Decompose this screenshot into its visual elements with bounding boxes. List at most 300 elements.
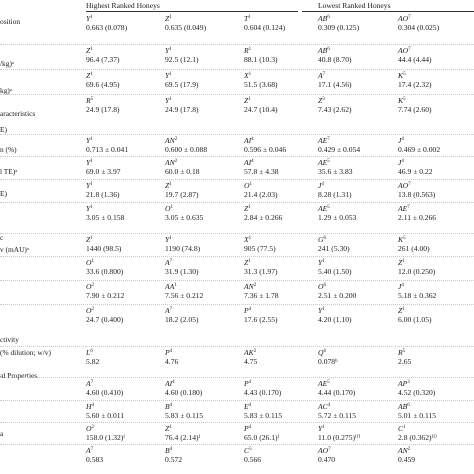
rank-superscript: 4 [248,307,252,312]
rank-superscript: 7 [169,307,173,312]
rank-letter-text: AN [165,158,175,167]
table-cell [244,306,278,324]
rank-letter-text: AE [318,204,328,213]
rank-letter-text: AA [165,282,175,291]
rank-letter-text: Z [318,96,323,105]
lowest-header-rule [302,11,474,12]
rank-superscript: 1 [169,72,172,77]
rank-superscript: 1 [170,205,173,210]
cell-value: 0.713 ± 0.041 [86,144,129,154]
highest-ranked-header: Highest Ranked Honeys [86,1,160,10]
rank-superscript: 5 [327,205,330,210]
cell-value: 44.4 (4.44) [398,54,432,64]
rank-letter-text: X [244,71,249,80]
table-cell [244,181,278,199]
rank-superscript: 4 [248,403,252,408]
rank-letter-text: K [398,96,404,105]
cell-value: 0.309 (0.125) [318,22,360,32]
rank-letter-text: Q [318,348,324,357]
row-divider [0,156,474,157]
cell-value: 4.43 (0.170) [244,387,282,397]
cell-value: 0.429 ± 0.054 [318,144,361,154]
table-cell [86,348,99,366]
cell-value: 0.470 [318,454,336,464]
rank-superscript: 6 [327,47,330,52]
rank-letter-text: AI [165,379,173,388]
cell-value: 0.566 [244,454,262,464]
cell-value: 2.51 ± 0.200 [318,290,357,300]
table-cell [398,258,435,276]
cell-value: 7.56 ± 0.212 [165,290,204,300]
cell-value: 7.74 (2.60) [398,104,432,114]
cell-value: 12.0 (0.250) [398,266,436,276]
row-divider [0,304,474,305]
rank-letter-text: C [398,424,404,433]
rank-superscript: 1 [169,15,172,20]
cell-value: 0.635 (0.049) [165,22,207,32]
table-cell [318,424,360,442]
cell-value: 5.83 ± 0.115 [165,410,204,420]
rank-superscript: 7 [90,447,94,452]
rank-letter-text: A [165,306,170,315]
table-cell [165,136,207,154]
row-divider [0,233,474,234]
rank-superscript: 4 [401,159,404,164]
cell-value: 17.6 (2.55) [244,314,278,324]
row-label: /kg)ᵃ [0,59,14,68]
table-cell [86,96,120,114]
rank-superscript: 4 [248,380,252,385]
row-divider [0,179,474,180]
row-label: n (%) [0,145,17,154]
rank-superscript: 1 [169,97,172,102]
cell-value: 6.00 (1.05) [398,314,432,324]
table-cell [244,282,279,300]
row-label: kg)ᵃ [0,86,12,95]
row-label: (% dilution; w/v) [0,348,51,357]
rank-letter-text: E [244,402,249,411]
cell-value: 2.8 (0.362)⁽ᶠ⁾ [398,432,437,442]
cell-value: 21.4 (2.03) [244,189,278,199]
rank-letter-text: J [318,181,322,190]
cell-value: 7.43 (2.62) [318,104,352,114]
table-cell [86,446,103,464]
rank-superscript: 1 [322,259,325,264]
cell-value: 92.5 (12.1) [165,54,199,64]
rank-letter-text: O [244,181,250,190]
rank-superscript: 6 [327,15,330,20]
cell-value: 4.44 (0.170) [318,387,356,397]
rank-letter-text: Y [318,306,323,315]
cell-value: 69.5 (17.9) [165,79,199,89]
rank-superscript: 5 [249,447,252,452]
cell-value: 5.01 ± 0.115 [398,410,437,420]
table-cell [165,14,206,32]
cell-value: 51.5 (3.68) [244,79,278,89]
cell-value: 21.8 (1.36) [86,189,120,199]
rank-superscript: 1 [90,236,93,241]
table-cell [86,379,123,397]
cell-value: 69.0 ± 3.97 [86,166,121,176]
rank-superscript: 7 [407,205,410,210]
cell-value: 24.9 (17.8) [165,104,199,114]
row-divider [0,256,474,257]
table-cell [318,446,335,464]
table-cell [398,204,436,222]
rank-superscript: 1 [248,72,252,77]
table-cell [165,258,199,276]
rank-letter-text: AN [398,446,408,455]
rank-superscript: 4 [401,137,404,142]
rank-superscript: 1 [322,307,325,312]
cell-value: 158.0 (1.32)ᶠ [86,432,125,442]
rank-letter-text: AB [318,46,328,55]
rank-letter-text: O [86,258,92,267]
table-cell [398,424,437,442]
table-cell [86,282,124,300]
cell-value: 2.65 [398,356,412,366]
rank-letter-text: Z [86,46,91,55]
rank-letter-text: Y [86,14,91,23]
rank-letter-text: Y [165,71,170,80]
table-cell [318,258,352,276]
rank-superscript: 1 [90,72,93,77]
table-cell [318,14,359,32]
row-label: aracteristics [0,109,36,118]
table-cell [398,181,435,199]
table-cell [318,71,352,89]
rank-superscript: 6 [323,236,326,241]
rank-letter-text: Z [244,204,249,213]
rank-superscript: 7 [408,15,411,20]
rank-superscript: 4 [91,403,94,408]
rank-letter-text: G [318,235,324,244]
rank-letter-text: AE [318,379,328,388]
rank-superscript: 3 [322,97,325,102]
rank-letter-text: AN [165,136,175,145]
rank-letter-text: O [86,306,92,315]
table-cell [165,96,199,114]
rank-letter-text: A [165,258,170,267]
table-cell [86,306,123,324]
table-cell [398,71,432,89]
table-cell [165,348,178,366]
rank-letter-text: AP [398,379,408,388]
cell-value: 4.75 [244,356,258,366]
table-cell [244,14,285,32]
rank-letter-text: Z [165,424,170,433]
cell-value: 4.20 (1.10) [318,314,352,324]
rank-letter-text: R [86,96,91,105]
cell-value: 1440 (98.5) [86,243,122,253]
rank-superscript: 5 [402,349,406,354]
table-cell [318,348,337,366]
row-label: a [0,429,4,438]
rank-letter-text: R [244,46,249,55]
table-cell [398,402,436,420]
cell-value: 31.9 (1.30) [165,266,199,276]
rank-letter-text: P [244,379,249,388]
rank-superscript: 1 [402,259,405,264]
cell-value: 4.52 (0.320) [398,387,436,397]
table-cell [244,96,278,114]
table-cell [398,136,440,154]
rank-letter-text: O [318,282,324,291]
table-cell [86,136,128,154]
table-cell [86,158,121,176]
table-cell [165,158,200,176]
cell-value: 5.72 ± 0.115 [318,410,357,420]
table-cell [165,424,200,442]
cell-value: 11.0 (0.275)⁽ᶠ⁾ [318,432,361,442]
rank-letter-text: O [86,424,92,433]
table-cell [244,348,257,366]
row-divider [0,377,474,378]
rank-superscript: 1 [169,236,172,241]
rank-superscript: 1 [90,182,93,187]
cell-value: 0.604 (0.124) [244,22,286,32]
cell-value: 24.7 (10.4) [244,104,278,114]
rank-letter-text: Z [165,14,170,23]
rank-superscript: 1 [91,259,94,264]
rank-superscript: 4 [327,403,331,408]
rank-superscript: 1 [169,182,172,187]
table-cell [318,235,350,253]
table-cell [244,402,282,420]
table-cell [165,181,199,199]
rank-letter-text: B [165,402,170,411]
rank-letter-text: Y [86,204,91,213]
cell-value: 5.60 ± 0.011 [86,410,125,420]
rank-superscript: 1 [90,159,93,164]
rank-letter-text: AB [318,14,328,23]
rank-superscript: 1 [169,425,172,430]
cell-value: 2.84 ± 0.266 [244,212,283,222]
rank-superscript: 1 [90,47,93,52]
cell-value: 46.9 ± 0.22 [398,166,433,176]
rank-superscript: 1 [90,137,93,142]
rank-letter-text: Z [398,306,403,315]
rank-superscript: 2 [91,425,94,430]
table-cell [165,306,199,324]
table-cell [318,136,360,154]
rank-superscript: 1 [322,425,325,430]
rank-letter-text: A [86,446,91,455]
cell-value: 0.596 ± 0.046 [244,144,287,154]
table-cell [398,14,439,32]
rank-superscript: 5 [327,159,330,164]
cell-value: 5.40 (1.50) [318,266,352,276]
rank-superscript: 1 [248,47,252,52]
cell-value: 19.7 (2.87) [165,189,199,199]
rank-superscript: 6 [407,403,410,408]
row-divider [0,69,474,70]
table-cell [165,282,203,300]
rank-letter-text: Y [86,181,91,190]
rank-letter-text: Z [244,258,249,267]
cell-value: 57.8 ± 4.38 [244,166,279,176]
rank-letter-text: T [244,14,249,23]
rank-superscript: 7 [328,447,331,452]
rank-letter-text: AC [318,402,328,411]
cell-value: 241 (5.30) [318,243,350,253]
cell-value: 24.9 (17.8) [86,104,120,114]
rank-superscript: 2 [407,447,411,452]
rank-superscript: 7 [408,182,411,187]
table-cell [398,348,411,366]
rank-superscript: 4 [169,447,173,452]
rank-letter-text: Z [165,181,170,190]
rank-letter-text: A [318,71,323,80]
table-cell [244,136,286,154]
rank-letter-text: AB [398,402,408,411]
rank-superscript: 5 [327,380,330,385]
table-cell [318,46,352,64]
rank-superscript: 1 [248,259,251,264]
rank-letter-text: Y [86,158,91,167]
row-divider [0,202,474,203]
row-label: al Properties [0,371,38,380]
rank-letter-text: Y [165,96,170,105]
lowest-ranked-header: Lowest Ranked Honeys [318,1,391,10]
table-cell [244,204,282,222]
cell-value: 5.83 ± 0.115 [244,410,283,420]
row-label: osition [0,17,21,26]
table-header [0,0,474,12]
table-cell [318,181,352,199]
table-cell [86,71,120,89]
rank-superscript: 4 [169,403,173,408]
cell-value: 0.078ᵇ [318,356,338,366]
rank-superscript: 2 [253,283,257,288]
cell-value: 1190 (74.8) [165,243,201,253]
table-cell [398,235,430,253]
cell-value: 7.90 ± 0.212 [86,290,125,300]
table-cell [398,306,432,324]
rank-letter-text: AO [398,14,409,23]
rank-superscript: 7 [90,380,94,385]
rank-superscript: 7 [327,137,330,142]
cell-value: 0.459 [398,454,416,464]
cell-value: 96.4 (7.37) [86,54,120,64]
rank-letter-text: J [398,136,402,145]
table-cell [244,379,281,397]
rank-letter-text: K [398,71,404,80]
cell-value: 5.18 ± 0.362 [398,290,437,300]
table-cell [398,282,436,300]
rank-letter-text: C [244,446,250,455]
rank-letter-text: AI [244,158,252,167]
table-cell [86,258,123,276]
highest-header-rule [86,11,298,12]
rank-letter-text: Y [165,235,170,244]
table-cell [86,181,120,199]
cell-value: 35.6 ± 3.83 [318,166,353,176]
rank-superscript: 7 [322,72,326,77]
rank-letter-text: Z [244,96,249,105]
rank-letter-text: A [86,379,91,388]
rank-letter-text: AO [398,46,409,55]
rank-letter-text: H [86,402,92,411]
cell-value: 17.1 (4.56) [318,79,352,89]
row-divider [0,346,474,347]
rank-superscript: 4 [401,283,404,288]
row-divider [0,44,474,45]
row-divider [0,94,474,95]
table-cell [244,46,278,64]
row-divider [0,422,474,423]
rank-letter-text: X [244,235,249,244]
rank-superscript: 1 [249,182,252,187]
cell-value: 76.4 (2.14)ᶠ [165,432,201,442]
rank-superscript: 1 [402,307,405,312]
rank-superscript: 7 [169,259,173,264]
rank-superscript: 1 [169,47,172,52]
table-cell [86,14,127,32]
rank-superscript: 1 [90,15,93,20]
rank-letter-text: Z [86,71,91,80]
cell-value: 0.572 [165,454,183,464]
cell-value: 4.60 (0.180) [165,387,203,397]
cell-value: 3.05 ± 0.635 [165,212,204,222]
table-cell [318,158,353,176]
rank-letter-text: Y [318,258,323,267]
rank-superscript: 6 [323,283,326,288]
table-cell [244,158,279,176]
rank-superscript: 2 [91,283,94,288]
row-label: c [0,233,4,242]
rank-letter-text: Y [318,424,323,433]
row-label: E) [0,125,7,134]
table-cell [165,402,203,420]
rank-superscript: 4 [251,159,254,164]
rank-superscript: 5 [90,97,94,102]
rank-superscript: 4 [172,380,175,385]
cell-value: 65.0 (26.1)ᶠ [244,432,280,442]
cell-value: 17.4 (2.32) [398,79,432,89]
cell-value: 0.663 (0.078) [86,22,128,32]
rank-letter-text: Z [398,258,403,267]
rank-letter-text: J [398,282,402,291]
cell-value: 69.6 (4.95) [86,79,120,89]
cell-value: 13.8 (0.563) [398,189,436,199]
table-cell [165,204,203,222]
row-label: E) [0,189,7,198]
rank-superscript: 5 [403,72,406,77]
table-cell [398,446,415,464]
table-cell [165,446,182,464]
table-cell [398,379,435,397]
row-divider [0,280,474,281]
table-cell [398,96,432,114]
rank-letter-text: P [165,348,170,357]
cell-value: 0.600 ± 0.088 [165,144,208,154]
rank-superscript: 1 [90,205,93,210]
table-cell [318,96,352,114]
rank-letter-text: AE [398,204,408,213]
rank-superscript: 1 [248,205,251,210]
rank-superscript: 6 [323,349,326,354]
rank-superscript: 4 [321,182,324,187]
table-cell [318,204,356,222]
rank-letter-text: AI [244,136,252,145]
table-cell [398,46,432,64]
cell-value: 4.60 (0.410) [86,387,124,397]
row-label: ctivity [0,335,19,344]
rank-letter-text: AO [398,181,409,190]
rank-superscript: 2 [174,137,178,142]
table-cell [244,71,278,89]
